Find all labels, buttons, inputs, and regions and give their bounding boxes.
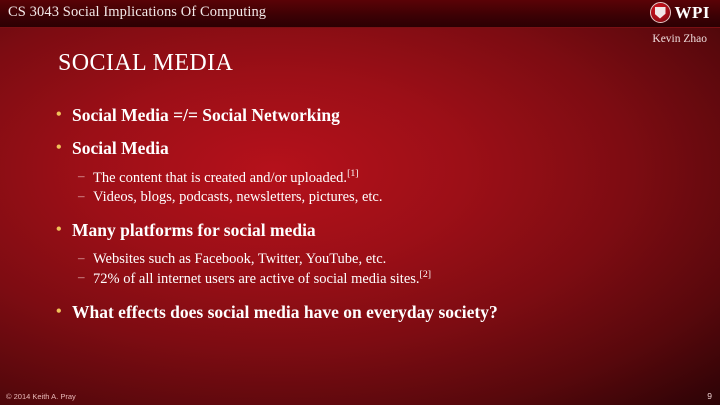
sub-bullet-text bbox=[93, 269, 676, 289]
slide-header-bar bbox=[0, 0, 720, 28]
bullet-text: Social Media bbox=[72, 138, 169, 159]
sub-bullet-item bbox=[78, 188, 676, 207]
bullet-item bbox=[56, 138, 676, 159]
bullet-item bbox=[56, 105, 676, 126]
sub-bullet-body: 72% of all internet users are active of social media sites. bbox=[93, 271, 420, 288]
course-title: CS 3043 Social Implications Of Computing bbox=[8, 4, 267, 20]
bullet-text: What effects does social media have on everyday society? bbox=[72, 302, 498, 323]
sub-bullet-marker: – bbox=[78, 188, 85, 204]
sub-bullet-text bbox=[93, 168, 676, 188]
slide-content bbox=[56, 105, 676, 325]
bullet-text: Many platforms for social media bbox=[72, 220, 316, 241]
bullet-marker: • bbox=[56, 139, 62, 157]
page-title: SOCIAL MEDIA bbox=[58, 50, 234, 76]
wpi-shield-seal-icon bbox=[650, 2, 671, 23]
wpi-logo-text: WPI bbox=[674, 2, 710, 22]
sub-bullet-text: Websites such as Facebook, Twitter, YouTube, etc. bbox=[93, 250, 387, 267]
bullet-marker: • bbox=[56, 303, 62, 321]
sub-bullet-item bbox=[78, 250, 676, 269]
copyright-notice: © 2014 Keith A. Pray bbox=[6, 392, 76, 401]
sub-bullet-marker: – bbox=[78, 249, 85, 265]
sub-bullet-item bbox=[78, 168, 676, 188]
citation-ref: [2] bbox=[419, 269, 432, 281]
bullet-marker: • bbox=[56, 106, 62, 123]
bullet-item bbox=[56, 302, 676, 323]
wpi-logo bbox=[650, 2, 711, 23]
page-number: 9 bbox=[707, 391, 712, 401]
citation-ref: [1] bbox=[347, 167, 359, 179]
author-name: Kevin Zhao bbox=[652, 33, 707, 45]
sub-bullet-body: The content that is created and/or uploaded. bbox=[93, 169, 348, 186]
sub-bullet-marker: – bbox=[78, 167, 85, 183]
bullet-text: Social Media =/= Social Networking bbox=[72, 105, 340, 125]
sub-bullet-marker: – bbox=[78, 269, 85, 285]
sub-bullet-item bbox=[78, 269, 676, 289]
bullet-item bbox=[56, 220, 676, 241]
bullet-marker: • bbox=[56, 221, 62, 239]
sub-bullet-text: Videos, blogs, podcasts, newsletters, pictures, etc. bbox=[93, 189, 383, 206]
